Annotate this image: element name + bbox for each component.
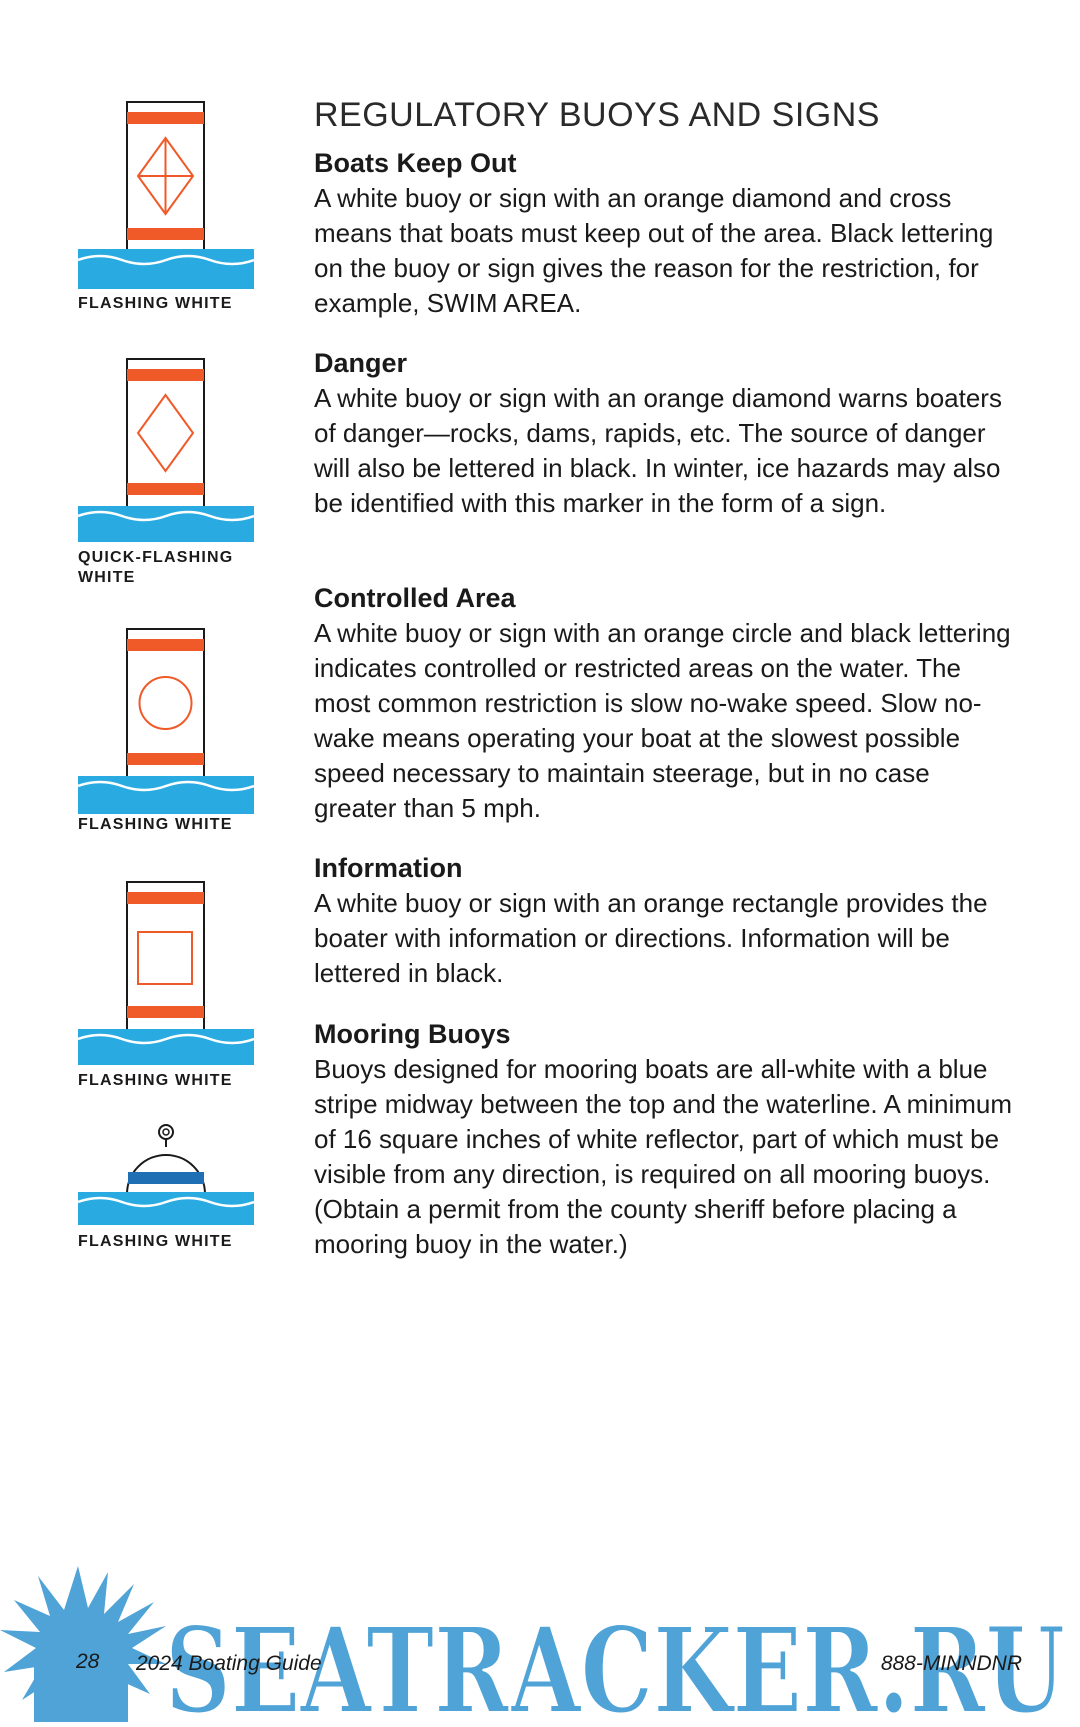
buoy-caption: QUICK-FLASHING WHITE — [78, 549, 234, 586]
section-boats-keep-out — [314, 146, 1014, 321]
section-body: Buoys designed for mooring boats are all-white with a blue stripe midway between the top and the waterline. A minimum of 16 square inches of white reflector, part of which must be visible from any direction, is required on all mooring buoys. (Obtain a permit from the county sheriff before placing a mooring buoy in the water.) — [314, 1054, 1013, 1259]
sun-logo-icon — [0, 1566, 166, 1722]
section-heading: Information — [314, 853, 463, 883]
section-body: A white buoy or sign with an orange diamond warns boaters of danger—rocks, dams, rapids, etc. The source of danger will also be lettered in black. In winter, ice hazards may also be identified with this marker in the form of a sign. — [314, 383, 1002, 518]
watermark — [0, 1560, 1080, 1722]
buoy-caption: FLASHING WHITE — [78, 1072, 233, 1089]
buoy-caption: FLASHING WHITE — [78, 816, 233, 833]
danger-buoy-icon — [78, 357, 254, 543]
page-title: REGULATORY BUOYS AND SIGNS — [314, 96, 880, 134]
section-danger — [314, 346, 1014, 521]
mooring-buoy-icon — [78, 1122, 254, 1226]
buoy-caption: FLASHING WHITE — [78, 295, 233, 312]
information-buoy-icon — [78, 880, 254, 1066]
section-controlled-area — [314, 581, 1014, 826]
section-heading: Controlled Area — [314, 583, 516, 613]
section-mooring-buoys — [314, 1017, 1014, 1262]
section-information — [314, 851, 1014, 991]
watermark-text: SEATRACKER.RU — [165, 1601, 1065, 1722]
section-heading: Boats Keep Out — [314, 148, 517, 178]
footer-phone: 888-MINNDNR — [880, 1652, 1022, 1675]
section-body: A white buoy or sign with an orange rectangle provides the boater with information or directions. Information will be lettered in black. — [314, 888, 988, 988]
keep-out-buoy-icon — [78, 100, 254, 290]
page-number: 28 — [76, 1650, 100, 1673]
buoy-caption: FLASHING WHITE — [78, 1233, 233, 1250]
controlled-area-buoy-icon — [78, 627, 254, 815]
footer-guide-title: 2024 Boating Guide — [136, 1652, 322, 1675]
section-heading: Mooring Buoys — [314, 1019, 511, 1049]
section-heading: Danger — [314, 348, 408, 378]
section-body: A white buoy or sign with an orange diamond and cross means that boats must keep out of the area. Black lettering on the buoy or sign gives the reason for the restriction, for example, SWIM AREA. — [314, 183, 994, 318]
section-body: A white buoy or sign with an orange circle and black lettering indicates controlled or restricted areas on the water. The most common restriction is slow no-wake speed. Slow no-wake means operating your boat at the slowest possible speed necessary to maintain steerage, but in no case greater than 5 mph. — [314, 618, 1011, 823]
